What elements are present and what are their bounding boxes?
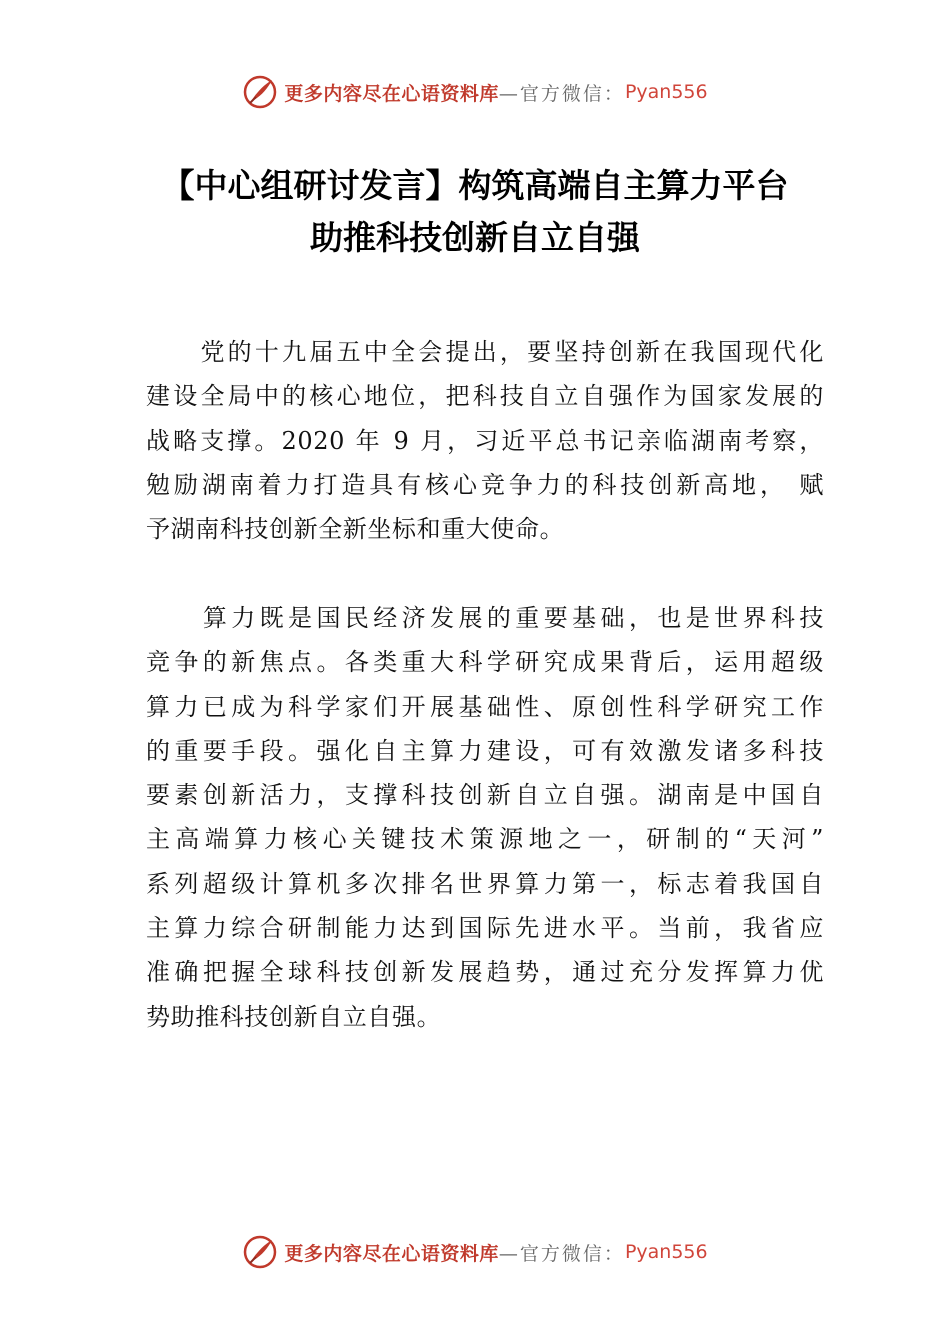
paragraph-2	[146, 596, 824, 1039]
paragraph-line: 系列超级计算机多次排名世界算力第一，标志着我国自	[146, 869, 824, 898]
paragraph-line: 的重要手段。强化自主算力建设，可有效激发诸多科技	[146, 736, 824, 765]
paragraph-line: 竞争的新焦点。各类重大科学研究成果背后，运用超级	[146, 648, 824, 677]
paragraph-line: 勉励湖南着力打造具有核心竞争力的科技创新高地， 赋	[146, 470, 824, 499]
footer-banner	[0, 1232, 950, 1272]
paragraph-line: 党的十九届五中全会提出，要坚持创新在我国现代化	[146, 338, 824, 366]
paragraph-line: 予湖南科技创新全新坐标和重大使命。	[146, 515, 565, 544]
title-line-2: 助推科技创新自立自强	[310, 218, 640, 257]
header-brand-text: 更多内容尽在心语资料库	[284, 82, 499, 105]
paragraph-1	[146, 330, 824, 551]
paragraph-line: 建设全局中的核心地位，把科技自立自强作为国家发展的	[146, 382, 824, 411]
paragraph-line: 要素创新活力，支撑科技创新自立自强。湖南是中国自	[146, 781, 824, 810]
document-title	[0, 160, 950, 264]
paragraph-line: 算力既是国民经济发展的重要基础，也是世界科技	[146, 604, 824, 632]
header-banner	[0, 72, 950, 112]
paragraph-line: 战略支撑。2020 年 9 月，习近平总书记亲临湖南考察，	[146, 426, 824, 455]
header-wechat-label: —官方微信：	[498, 82, 625, 105]
quill-pen-logo-icon	[242, 1234, 278, 1270]
quill-pen-logo-icon	[242, 74, 278, 110]
paragraph-line: 势助推科技创新自立自强。	[146, 1002, 442, 1031]
footer-brand-text: 更多内容尽在心语资料库	[284, 1242, 499, 1265]
footer-wechat-label: —官方微信：	[498, 1242, 625, 1265]
paragraph-line: 主高端算力核心关键技术策源地之一，研制的“天河”	[146, 825, 824, 854]
paragraph-line: 算力已成为科学家们开展基础性、原创性科学研究工作	[146, 692, 824, 721]
header-wechat-id: Pyan556	[624, 81, 708, 103]
footer-wechat-id: Pyan556	[624, 1241, 708, 1263]
paragraph-line: 准确把握全球科技创新发展趋势，通过充分发挥算力优	[146, 958, 824, 987]
paragraph-line: 主算力综合研制能力达到国际先进水平。当前，我省应	[146, 914, 824, 943]
title-line-1: 【中心组研讨发言】构筑高端自主算力平台	[161, 166, 789, 205]
